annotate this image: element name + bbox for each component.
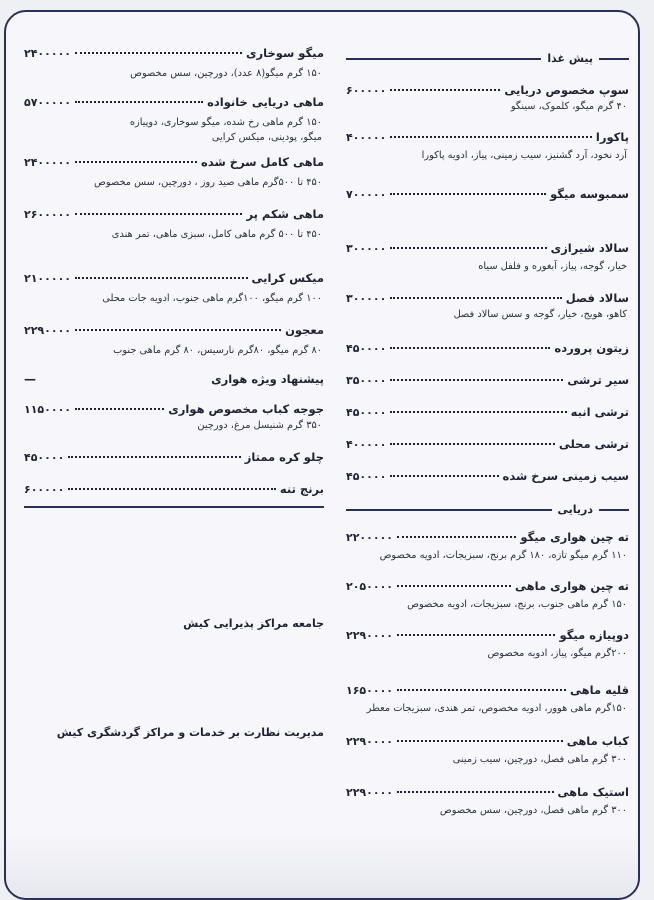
item-name: سوپ مخصوص دریایی [504, 83, 629, 97]
item-description: ۱۰۰ گرم میگو، ۱۰۰گرم ماهی جنوب، ادویه جات محلی [102, 293, 322, 304]
item-name: زیتون پرورده [554, 341, 629, 355]
item-description: ۲۰۰گرم میگو، پیاز، ادویه مخصوص [487, 648, 627, 659]
dot-leader [397, 634, 555, 636]
item-price: ۷۰۰۰۰۰ [346, 188, 387, 201]
item-name: ماهی شکم پر [246, 207, 324, 221]
item-description: ۱۵۰ گرم میگو(۸ عدد)، دورچین، سس مخصوص [130, 68, 322, 79]
item-name: میکس کرایی [251, 271, 324, 285]
item-description: آرد نخود، آرد گشنیز، سیب زمینی، پیاز، ادویه پاکورا [421, 150, 627, 161]
menu-item [346, 469, 629, 483]
item-name: کباب ماهی [566, 734, 629, 748]
menu-item [24, 155, 324, 190]
special-offer-dash: — [24, 372, 36, 386]
item-price: ۳۰۰۰۰۰ [346, 242, 387, 255]
item-price: ۲۲۹۰۰۰۰ [346, 629, 393, 642]
item-price: ۲۲۹۰۰۰۰ [346, 786, 393, 799]
item-description: ۸۰ گرم میگو، ۸۰گرم نارسیس، ۸۰ گرم ماهی جنوب [113, 345, 322, 356]
item-price: ۳۵۰۰۰۰ [346, 374, 387, 387]
item-price: ۲۴۰۰۰۰۰ [24, 47, 71, 60]
menu-item [24, 207, 324, 242]
item-name: ترشی انبه [570, 405, 629, 419]
dot-leader [390, 193, 546, 195]
appetizers-title: پیش غذا [547, 52, 593, 65]
dot-leader [75, 52, 242, 54]
menu-item [24, 450, 324, 464]
item-name: ته چین هواری ماهی [515, 579, 629, 593]
item-price: ۲۶۰۰۰۰۰ [24, 208, 71, 221]
item-price: ۴۵۰۰۰۰ [346, 342, 387, 355]
dot-leader [390, 411, 566, 413]
footer-management: مدیریت نظارت بر خدمات و مراکز گردشگری کیش [56, 726, 324, 739]
header-rule [599, 509, 629, 511]
right-column [346, 46, 629, 818]
dot-leader [397, 740, 563, 742]
menu-page [4, 10, 640, 900]
special-offer-line [24, 372, 324, 386]
special-offer-label: پیشنهاد ویژه هواری [211, 372, 324, 386]
dot-leader [397, 536, 516, 538]
item-price: ۲۴۰۰۰۰۰ [24, 156, 71, 169]
dot-leader [390, 347, 550, 349]
dot-leader [75, 277, 248, 279]
dot-leader [75, 213, 242, 215]
item-name: پاکورا [595, 130, 629, 144]
item-description: ۳۰۰ گرم ماهی فصل، دورچین، سیب زمینی [452, 754, 627, 765]
item-description: ۴۵۰ تا ۵۰۰گرم ماهی صید روز ، دورچین، سس مخصوص [94, 177, 322, 188]
item-name: قلیه ماهی [570, 683, 629, 697]
item-name: جوجه کباب مخصوص هواری [168, 402, 324, 416]
menu-item [346, 373, 629, 387]
header-rule [346, 58, 541, 60]
menu-item [346, 405, 629, 419]
header-rule [346, 509, 552, 511]
item-name: سمبوسه میگو [550, 187, 629, 201]
item-name: سالاد فصل [565, 291, 629, 305]
footer-line-2 [24, 721, 324, 740]
appetizers-header [346, 52, 629, 65]
menu-item [346, 683, 629, 716]
item-price: ۴۵۰۰۰۰ [346, 470, 387, 483]
dot-leader [390, 89, 500, 91]
item-price: ۳۰۰۰۰۰ [346, 292, 387, 305]
dot-leader [75, 329, 281, 331]
footer-association: جامعه مراکز پذیرایی کیش [183, 617, 324, 630]
menu-item [346, 530, 629, 563]
dot-leader [390, 136, 592, 138]
menu-item [346, 241, 629, 274]
item-name: ته چین هواری میگو [520, 530, 629, 544]
item-description: ۳۵۰ گرم شنیسل مرغ، دورچین [197, 420, 322, 431]
footer-line-1 [24, 612, 324, 631]
menu-item [24, 271, 324, 306]
item-name: دوپیازه میگو [559, 628, 629, 642]
item-price: ۶۰۰۰۰۰ [24, 483, 65, 496]
dot-leader [397, 689, 566, 691]
item-description: ۳۰۰ گرم ماهی فصل، دورچین، سس مخصوص [439, 805, 627, 816]
dot-leader [390, 379, 563, 381]
menu-item [24, 323, 324, 358]
seafood-title: دریایی [557, 503, 593, 516]
item-name: معجون [285, 323, 324, 337]
left-divider [24, 506, 324, 508]
item-description: ۱۱۰ گرم میگو تازه، ۱۸۰ گرم برنج، سبزیجات، ادویه مخصوص [379, 550, 627, 561]
item-description: ۴۰ گرم میگو، کلموک، سینگو [510, 101, 627, 112]
dot-leader [75, 408, 164, 410]
menu-item [346, 341, 629, 355]
item-price: ۲۲۹۰۰۰۰ [346, 735, 393, 748]
menu-item [24, 95, 324, 145]
menu-item [346, 437, 629, 451]
dot-leader [75, 161, 197, 163]
menu-item [346, 734, 629, 767]
left-column [24, 46, 324, 740]
item-price: ۲۲۰۰۰۰۰ [346, 531, 393, 544]
item-name: سیر ترشی [567, 373, 629, 387]
dot-leader [390, 475, 498, 477]
item-name: برنج تنه [279, 482, 324, 496]
dot-leader [68, 456, 240, 458]
item-price: ۲۱۰۰۰۰۰ [24, 272, 71, 285]
item-description: خیار، گوجه، پیاز، آبغوره و فلفل سیاه [478, 261, 627, 272]
item-price: ۴۵۰۰۰۰ [24, 451, 65, 464]
item-description: کاهو، هویج، خیار، گوجه و سس سالاد فصل [453, 309, 627, 320]
bottom-shading [6, 828, 638, 898]
dot-leader [390, 297, 561, 299]
item-price: ۴۰۰۰۰۰ [346, 438, 387, 451]
item-name: استیک ماهی [557, 785, 629, 799]
menu-item [346, 83, 629, 114]
item-price: ۴۰۰۰۰۰ [346, 131, 387, 144]
menu-item [346, 628, 629, 661]
menu-item [346, 130, 629, 163]
item-price: ۴۵۰۰۰۰ [346, 406, 387, 419]
menu-item [346, 579, 629, 612]
dot-leader [397, 791, 554, 793]
menu-item [24, 46, 324, 81]
item-description: ۱۵۰ گرم ماهی جنوب، برنج، سبزیجات، ادویه مخصوص [407, 599, 627, 610]
menu-item [24, 402, 324, 433]
item-price: ۵۷۰۰۰۰۰ [24, 96, 71, 109]
item-price: ۲۰۵۰۰۰۰ [346, 580, 393, 593]
item-price: ۲۲۹۰۰۰۰ [24, 324, 71, 337]
item-description: ۱۵۰ گرم ماهی رخ شده، میگو سوخاری، دوپیازه میگو، پودینی، میکس کرایی [129, 117, 322, 143]
item-description: ۱۵۰گرم ماهی هوور، ادویه مخصوص، تمر هندی، سبزیجات معطر [366, 703, 627, 714]
item-name: میگو سوخاری [245, 46, 324, 60]
dot-leader [397, 585, 511, 587]
dot-leader [390, 247, 546, 249]
item-name: ترشی محلی [558, 437, 629, 451]
item-name: ماهی کامل سرخ شده [201, 155, 324, 169]
item-name: ماهی دریایی خانواده [207, 95, 324, 109]
item-name: سالاد شیرازی [550, 241, 629, 255]
seafood-header [346, 503, 629, 516]
menu-item [346, 785, 629, 818]
menu-item [346, 291, 629, 322]
item-name: سیب زمینی سرخ شده [502, 469, 629, 483]
dot-leader [68, 488, 276, 490]
item-price: ۶۰۰۰۰۰ [346, 84, 387, 97]
header-rule [599, 58, 629, 60]
item-description: ۴۵۰ تا ۵۰۰ گرم ماهی کامل، سبزی ماهی، تمر هندی [111, 229, 322, 240]
dot-leader [75, 101, 203, 103]
item-name: چلو کره ممتاز [244, 450, 324, 464]
menu-item [24, 482, 324, 496]
dot-leader [390, 443, 555, 445]
menu-item [346, 187, 629, 201]
item-price: ۱۶۵۰۰۰۰ [346, 684, 393, 697]
item-price: ۱۱۵۰۰۰۰ [24, 403, 71, 416]
